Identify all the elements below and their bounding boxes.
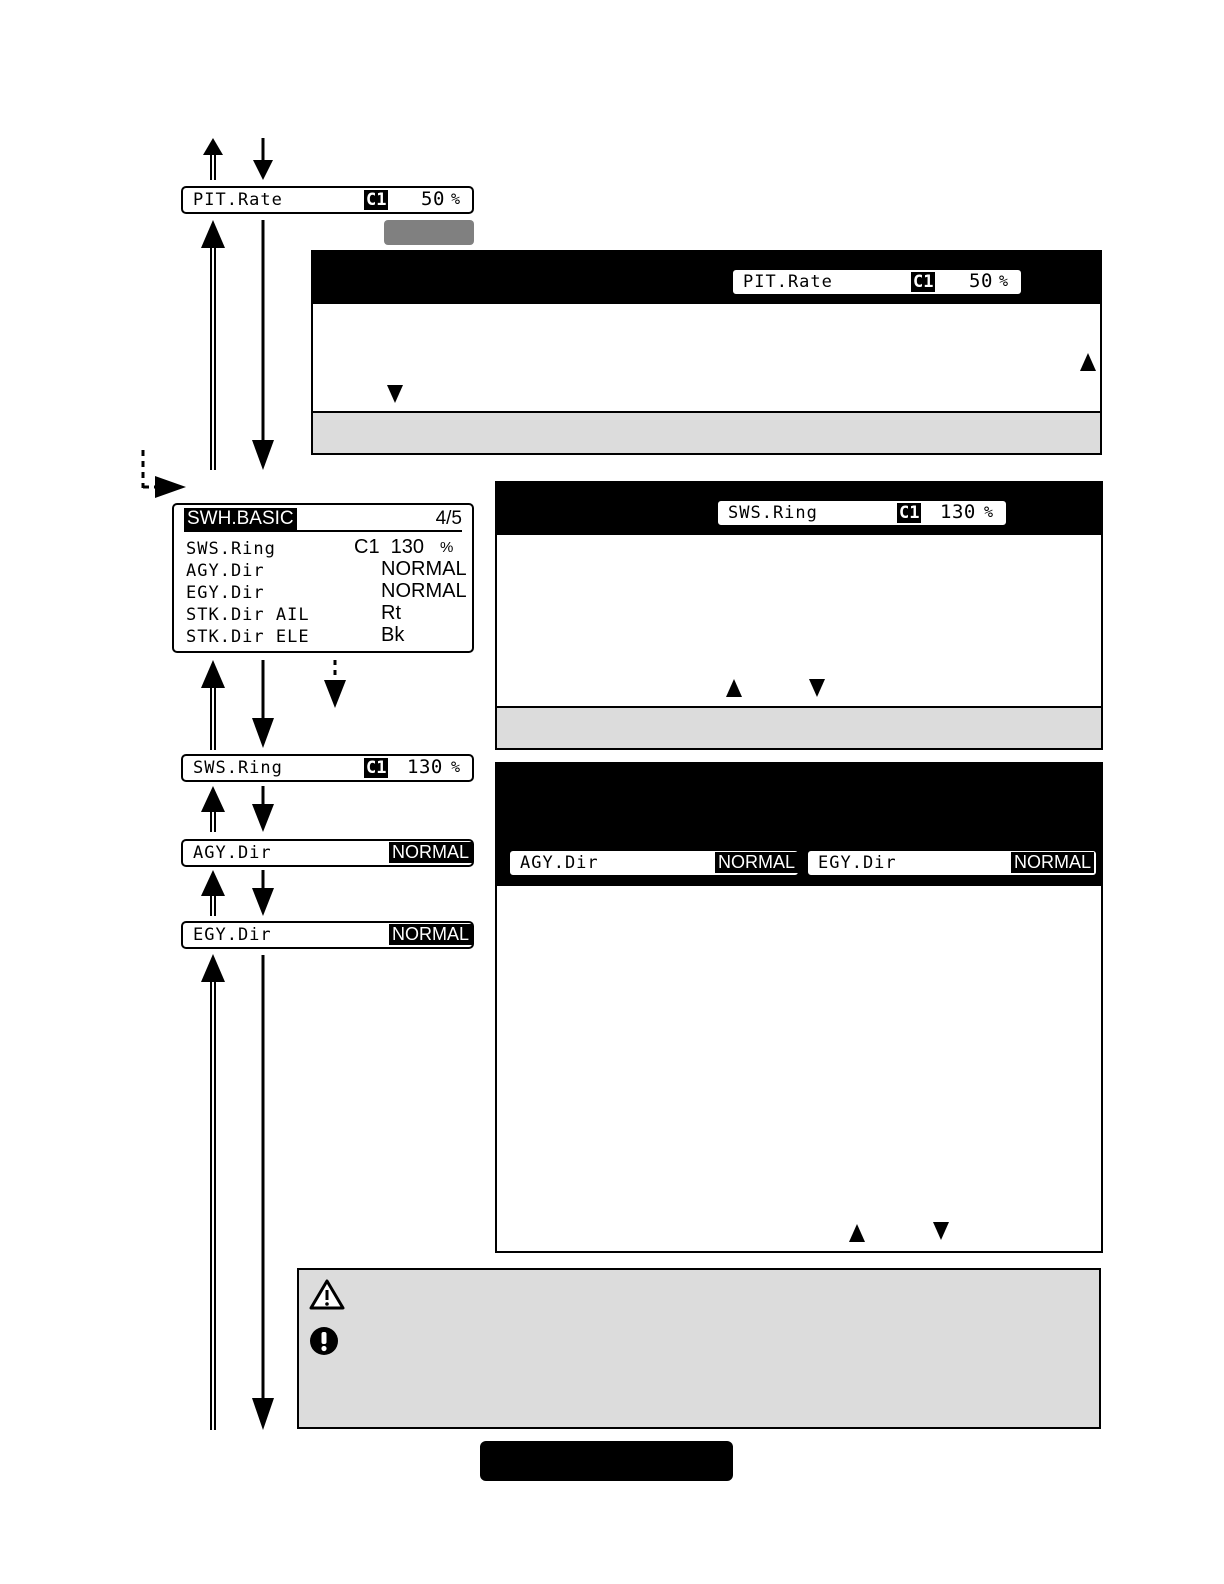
warning-triangle-icon <box>309 1278 345 1310</box>
percent-unit: % <box>984 503 994 521</box>
row-label: EGY.Dir <box>186 583 265 603</box>
arrow-down-icon <box>252 870 274 916</box>
channel-badge: C1 <box>899 503 920 523</box>
channel-badge: C1 <box>366 190 387 210</box>
agy-dir-display[interactable] <box>181 839 474 867</box>
swh-title-bar <box>184 508 462 532</box>
sws-ring-label: SWS.Ring <box>193 758 283 778</box>
arrow-up-icon <box>201 786 225 832</box>
row-value: Bk <box>381 624 405 646</box>
gyro-dir-panel <box>495 762 1103 1253</box>
row-value: NORMAL <box>381 580 467 602</box>
panel-footer <box>313 411 1100 453</box>
agy-dir-value: NORMAL <box>715 852 798 873</box>
page-indicator: 4/5 <box>435 508 462 529</box>
arrow-down-icon <box>933 1222 949 1240</box>
sws-ring-value: 130 <box>407 756 443 778</box>
row-value: C1 130 <box>354 536 425 558</box>
dashed-arrow-icon <box>143 450 186 498</box>
pit-rate-value: 50 <box>969 270 993 292</box>
sws-ring-panel <box>495 481 1103 750</box>
egy-dir-label: EGY.Dir <box>193 925 272 945</box>
arrow-up-icon <box>849 1224 865 1242</box>
gray-button[interactable] <box>384 220 474 245</box>
pit-rate-display-inset <box>731 268 1023 296</box>
pit-rate-panel <box>311 250 1102 455</box>
arrow-down-icon <box>252 786 274 832</box>
row-value: NORMAL <box>381 558 467 580</box>
pit-rate-value: 50 <box>421 188 445 210</box>
warning-box <box>297 1268 1101 1429</box>
pit-rate-display[interactable] <box>181 186 474 214</box>
arrow-down-icon <box>252 660 274 748</box>
channel-badge: C1 <box>366 758 387 778</box>
arrow-up-icon <box>201 220 225 470</box>
agy-dir-display-inset <box>508 849 800 877</box>
sws-ring-value: 130 <box>940 501 976 523</box>
arrow-down-icon <box>387 385 403 403</box>
sws-ring-label: SWS.Ring <box>728 503 818 523</box>
page-tab <box>480 1441 733 1481</box>
channel-badge: C1 <box>913 272 934 292</box>
row-label: AGY.Dir <box>186 561 265 581</box>
pit-rate-label: PIT.Rate <box>193 190 283 210</box>
row-value: Rt <box>381 602 401 624</box>
percent-unit: % <box>451 758 461 776</box>
egy-dir-value: NORMAL <box>389 924 472 945</box>
arrow-up-icon <box>726 679 742 697</box>
arrow-down-icon <box>253 138 273 180</box>
panel-footer <box>497 706 1101 748</box>
row-label: STK.Dir AIL <box>186 605 310 625</box>
percent-unit: % <box>451 190 461 208</box>
arrow-up-icon <box>201 870 225 916</box>
agy-dir-value: NORMAL <box>389 842 472 863</box>
arrow-down-icon <box>809 679 825 697</box>
arrow-up-icon <box>1080 353 1096 371</box>
dashed-arrow-icon <box>324 660 346 708</box>
screen-title: SWH.BASIC <box>184 508 297 530</box>
row-label: SWS.Ring <box>186 539 276 559</box>
swh-basic-screen <box>172 503 474 653</box>
arrow-down-icon <box>252 220 274 470</box>
row-label: STK.Dir ELE <box>186 627 310 647</box>
percent-unit: % <box>999 272 1009 290</box>
exclamation-circle-icon <box>309 1326 339 1356</box>
arrow-down-icon <box>252 955 274 1430</box>
egy-dir-display-inset <box>806 849 1098 877</box>
arrow-up-icon <box>201 954 225 1430</box>
row-unit: % <box>440 539 454 556</box>
egy-dir-value: NORMAL <box>1011 852 1094 873</box>
egy-dir-display[interactable] <box>181 921 474 949</box>
agy-dir-label: AGY.Dir <box>193 843 272 863</box>
pit-rate-label: PIT.Rate <box>743 272 833 292</box>
egy-dir-label: EGY.Dir <box>818 853 897 873</box>
arrow-up-icon <box>203 138 223 180</box>
agy-dir-label: AGY.Dir <box>520 853 599 873</box>
sws-ring-display-inset <box>716 499 1008 527</box>
sws-ring-display[interactable] <box>181 754 474 782</box>
arrow-up-icon <box>201 660 225 750</box>
